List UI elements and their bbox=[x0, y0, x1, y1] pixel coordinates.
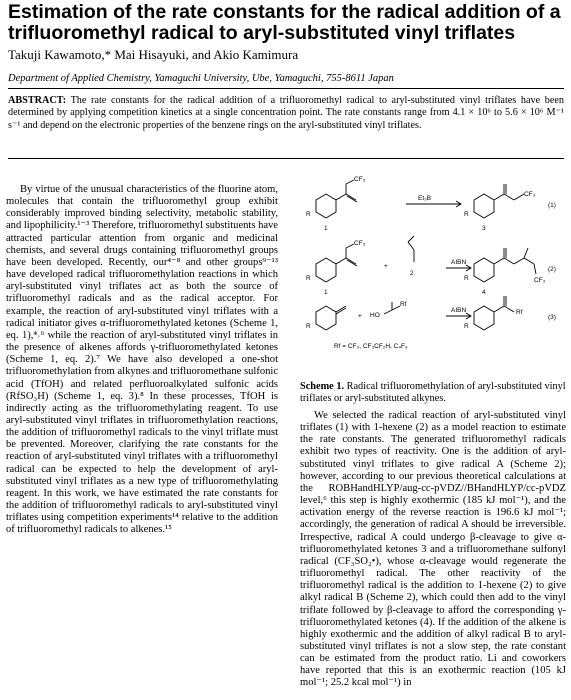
right-column bbox=[300, 410, 566, 690]
r-substituent-label: R bbox=[464, 323, 469, 330]
r-substituent-label: R bbox=[464, 275, 469, 282]
scheme-1-figure bbox=[296, 172, 570, 380]
benzene-ring bbox=[474, 258, 494, 282]
rf-label: Rf bbox=[516, 309, 523, 316]
benzene-ring bbox=[316, 194, 336, 218]
abstract-bottom-rule bbox=[8, 158, 564, 159]
rf-label: Rf bbox=[400, 301, 407, 308]
eq3-number: (3) bbox=[548, 314, 556, 321]
eq3-reagent: AIBN bbox=[451, 307, 467, 314]
benzene-ring bbox=[474, 194, 494, 218]
abstract-top-rule bbox=[8, 88, 564, 89]
abstract-label: ABSTRACT: bbox=[8, 95, 67, 106]
triflate-cf3-label: CF₃ bbox=[354, 240, 366, 247]
eq1-reagent: Et₃B bbox=[418, 195, 432, 202]
triflate-cf3-label: CF₃ bbox=[354, 176, 366, 183]
product-cf3-label: CF₃ bbox=[524, 191, 536, 198]
caption-label: Scheme 1. bbox=[300, 381, 345, 392]
rf-definition: Rf = CF₃, CF₃CF₂H, C₄F₉ bbox=[334, 343, 408, 350]
r-substituent-label: R bbox=[306, 211, 311, 218]
r-substituent-label: R bbox=[306, 275, 311, 282]
plus-sign: + bbox=[384, 263, 388, 270]
compound-number: 2 bbox=[410, 270, 414, 277]
scheme-caption bbox=[300, 381, 566, 406]
benzene-ring bbox=[316, 306, 336, 330]
compound-number: 4 bbox=[482, 289, 486, 296]
compound-number: 1 bbox=[324, 289, 328, 296]
caption-text: Radical trifluoromethylation of aryl-substituted vinyl triflates or aryl-substituted alkynes. bbox=[300, 381, 566, 405]
compound-number: 1 bbox=[324, 225, 328, 232]
eq2-number: (2) bbox=[548, 266, 556, 273]
abstract-text: The rate constants for the radical addition of a trifluoromethyl radical to aryl-substituted vinyl triflates have been determined by applying competition kinetics at a single concentration point. The rate constants range from 4.1 × 10⁶ to 5.6 × 10⁶ M⁻¹ s⁻¹ and depend on the electronic properties of the benzene rings on the aryl-substituted vinyl triflates. bbox=[8, 95, 564, 131]
abstract bbox=[8, 95, 564, 132]
eq1-number: (1) bbox=[548, 202, 556, 209]
r-substituent-label: R bbox=[464, 211, 469, 218]
r-substituent-label: R bbox=[306, 323, 311, 330]
left-column bbox=[6, 184, 278, 537]
plus-sign: + bbox=[358, 313, 362, 320]
results-paragraph: We selected the radical reaction of aryl-substituted vinyl triflates (1) with 1-hexene (2) as a model reaction to estimate the rate constants. The generated trifluoromethyl radicals exhibit two types of reactivity. One is the addition of aryl-substituted vinyl triflates to give radical A (Scheme 2); however, according to our previous theoretical calculations at the ROBHandHLYP/aug-cc-pVDZ//BHandHLYP/cc-pVDZ level,⁶ this step is highly exothermic (185 kJ mol⁻¹), and the activation energy of the reverse reaction is 196.6 kJ mol⁻¹; accordingly, the generation of radical A should be irreversible. Irrespective, radical A could undergo β-cleavage to give α-trifluoromethylated ketones 3 and a trifluoromethane sulfonyl radical (CF₃SO₂•), whose α-cleavage would regenerate the trifluoromethyl radical. The other reactivity of the trifluoromethyl radical is the addition to 1-hexene (2) to give alkyl radical B (Scheme 2), which could then add to the vinyl triflate followed by β-cleavage to afford the corresponding γ-trifluoromethylated ketones (4). If the addition of the alkene is highly exothermic and the addition of alkyl radical B to aryl-substituted vinyl triflates is not a slow step, the rate constant can be estimated from the product ratio. Li and coworkers have reported that this is an exothermic reaction (105 kJ mol⁻¹; 25.2 kcal mol⁻¹) in bbox=[300, 410, 566, 689]
eq2-reagent: AIBN bbox=[451, 259, 467, 266]
affiliation: Department of Applied Chemistry, Yamaguchi University, Ube, Yamaguchi, 755-8611 Japan bbox=[8, 73, 394, 84]
product-cf3-label: CF₃ bbox=[534, 277, 546, 284]
benzene-ring bbox=[316, 258, 336, 282]
author-list: Takuji Kawamoto,* Mai Hisayuki, and Akio Kamimura bbox=[8, 47, 299, 62]
paper-title: Estimation of the rate constants for the radical addition of a trifluoromethyl radical to aryl-substituted vinyl triflates bbox=[8, 1, 561, 44]
intro-paragraph: By virtue of the unusual characteristics of the fluorine atom, molecules that contain the trifluoromethyl group exhibit considerably improved binding selectivity, metabolic stability, and lipophilicity.¹⁻³ Therefore, trifluoromethyl substituents have attracted particular attention from organic and medicinal chemists, and several drugs containing trifluoromethyl groups have been developed. Recently, our⁴⁻⁸ and other groups⁹⁻¹³ have developed radical trifluoromethylation reactions in which aryl-substituted vinyl triflates act as both the source of trifluoromethyl radicals and as the radical acceptor. For example, the reaction of aryl-substituted vinyl triflates with a radical initiator gives α-trifluoromethylated ketones (Scheme 1, eq. 1),⁴˒⁶ while the reaction of aryl-substituted vinyl triflates in the presence of alkenes affords γ-trifluoromethylated ketones (Scheme 1, eq. 2).⁷ We have also developed a one-shot trifluoromethylation from alkynes and trifluoromethane sulfonic acid (TfOH) and related perfluoroalkylated sulfonic acids (RfSO₃H) (Scheme 1, eq. 3).⁸ In these processes, TfOH is indirectly acting as the trifluoromethylating reagent. To use aryl-substituted vinyl triflates in trifluoromethylation reactions, the addition of trifluoromethyl radicals to the vinyl triflate must be prevented. Moreover, clarifying the rate constants for the reaction of aryl-substituted vinyl triflates with a trifluoromethyl radical can be expected to help the development of aryl-substituted vinyl triflates as a new type of trifluoromethylating reagent. In this work, we have estimated the rate constants for the addition of trifluoromethyl radicals to aryl-substituted vinyl triflates using competition experiments¹⁴ relative to the addition of trifluoromethyl radicals to alkenes.¹⁵ bbox=[6, 184, 278, 536]
benzene-ring bbox=[474, 306, 494, 330]
hydroxy-label: HO bbox=[370, 312, 380, 319]
compound-number: 3 bbox=[482, 225, 486, 232]
